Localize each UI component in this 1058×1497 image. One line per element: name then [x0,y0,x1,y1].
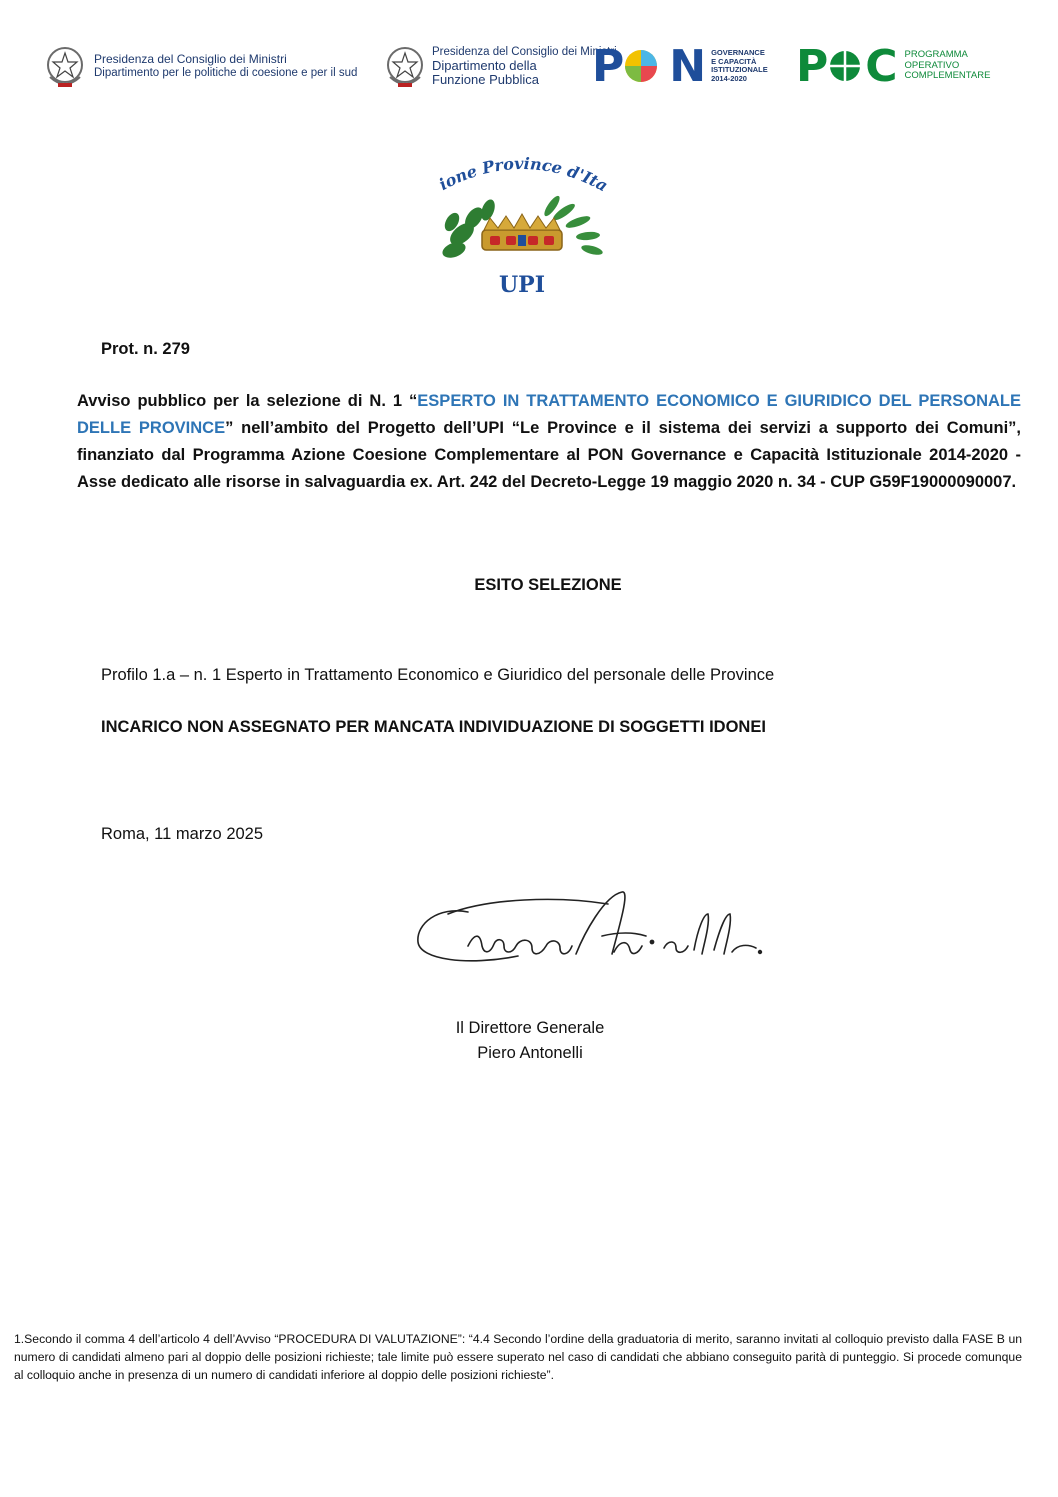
handwritten-signature [408,884,768,980]
signatory-role: Il Direttore Generale [455,1019,605,1037]
pon-quadrants-icon [624,49,668,83]
protocol-number: Prot. n. 279 [101,340,190,358]
header-logos [0,38,1058,94]
poc-side2: OPERATIVO [904,59,960,71]
signatory-block [380,1016,680,1066]
avviso-paragraph [77,388,1021,496]
avviso-part2: ” nell’ambito del Progetto dell’UPI “Le Province e il sistema dei servizi a supporto dei Comuni”, finanziato dal Programma Azione Coesione Complementare al PON Governance e Capacità Istituzionale 2014-2020 - Asse dedicato alle risorse in salvaguardia ex. Art. 242 del Decreto-Legge 19 maggio 2020 n. 34 - CUP G59F19000090007. [77,419,1021,491]
funzione-pubblica-line1: Presidenza del Consiglio dei Ministri [432,46,617,58]
poc-side1: PROGRAMMA [904,49,968,61]
upi-arc-text: ione Province d'Ita [435,153,611,196]
poc-side3: COMPLEMENTARE [904,70,991,82]
pon-mark: P N [592,40,706,92]
poc-mark: P C [796,40,897,92]
esito-heading: ESITO SELEZIONE [474,576,622,594]
presidenza-line1: Presidenza del Consiglio dei Ministri [94,52,287,66]
pon-side3: ISTITUZIONALE [711,65,768,74]
pon-side1: GOVERNANCE [711,48,765,57]
upi-crown-laurel-icon [432,152,612,302]
poc-quadrants-icon [827,49,865,83]
funzione-pubblica-logo [384,38,617,94]
incarico-line: INCARICO NON ASSEGNATO PER MANCATA INDIVIDUAZIONE DI SOGGETTI IDONEI [101,718,766,736]
svg-text:Unione Province d'Italia [432,152,611,195]
poc-logo [796,38,990,94]
avviso-part1: Avviso pubblico per la selezione di N. 1 “ [77,392,418,410]
pon-logo [592,38,768,94]
signature-icon [408,884,768,980]
avviso-highlight: ESPERTO IN TRATTAMENTO ECONOMICO E GIURIDICO DEL PERSONALE DELLE PROVINCE [77,392,1022,437]
signatory-name: Piero Antonelli [477,1044,583,1062]
place-date: Roma, 11 marzo 2025 [101,825,264,843]
funzione-pubblica-line2: Dipartimento della [432,58,537,73]
republic-emblem-icon [384,41,426,91]
pon-side4: 2014-2020 [711,73,747,83]
upi-acronym: UPI [498,272,546,298]
presidenza-logo [44,38,357,94]
pon-side2: E CAPACITÀ [711,56,757,66]
profilo-line: Profilo 1.a – n. 1 Esperto in Trattamento Economico e Giuridico del personale delle Province [101,666,775,684]
presidenza-line2: Dipartimento per le politiche di coesione e per il sud [94,67,358,79]
footnote: 1.Secondo il comma 4 dell’articolo 4 dell’Avviso “PROCEDURA DI VALUTAZIONE”: “4.4 Secondo l’ordine della graduatoria di merito, saranno invitati al colloquio previsto dalla FASE B un numero di candidati almeno pari al doppio delle posizioni richieste; tale limite può essere superato nel caso di candidati che abbiano conseguito parità di punteggio. Si procede comunque al colloquio anche in presenza di un numero di candidati inferiore al doppio delle posizioni richieste”. [14,1332,1022,1382]
republic-emblem-icon [44,41,86,91]
funzione-pubblica-line3: Funzione Pubblica [432,72,539,87]
upi-logo [432,152,612,302]
